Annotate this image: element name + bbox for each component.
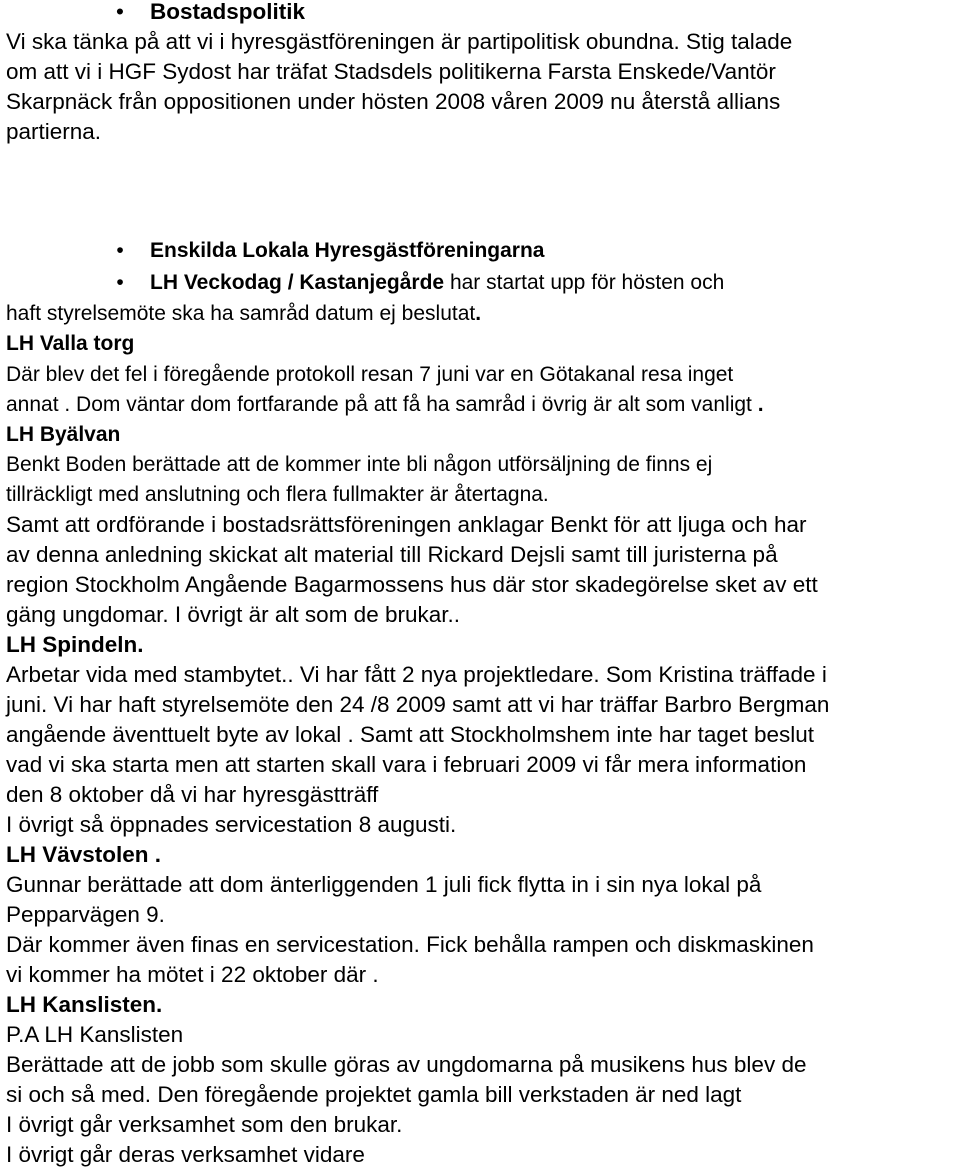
paragraph-line: den 8 oktober då vi har hyresgästträff (6, 782, 379, 807)
paragraph-line: Berättade att de jobb som skulle göras av ungdomarna på musikens hus blev de (6, 1052, 807, 1077)
bullet-icon: • (116, 0, 124, 24)
paragraph-line: P.A LH Kanslisten (6, 1022, 184, 1047)
lh-spindeln-heading: LH Spindeln. (6, 632, 144, 657)
paragraph-line: av denna anledning skickat alt material till Rickard Dejsli samt till juristerna på (6, 542, 778, 567)
paragraph-line: Vi ska tänka på att vi i hyresgästföreningen är partipolitisk obundna. Stig talade (6, 29, 793, 54)
paragraph-line: juni. Vi har haft styrelsemöte den 24 /8 2009 samt att vi har träffar Barbro Bergman (6, 692, 830, 717)
paragraph-line: I övrigt så öppnades servicestation 8 augusti. (6, 812, 457, 837)
paragraph-line: Pepparvägen 9. (6, 902, 165, 927)
paragraph-line: tillräckligt med anslutning och flera fullmakter är återtagna. (6, 483, 549, 506)
paragraph-line: angående äventtuelt byte av lokal . Samt att Stockholmshem inte har taget beslut (6, 722, 814, 747)
paragraph-line: si och så med. Den föregående projektet gamla bill verkstaden är ned lagt (6, 1082, 742, 1107)
section-heading: Enskilda Lokala Hyresgästföreningarna (150, 239, 545, 262)
paragraph-line: vi kommer ha mötet i 22 oktober där . (6, 962, 379, 987)
paragraph-line: gäng ungdomar. I övrigt är alt som de brukar.. (6, 602, 460, 627)
paragraph-line: annat . Dom väntar dom fortfarande på att få ha samråd i övrig är alt som vanligt . (6, 393, 764, 416)
lh-valla-heading: LH Valla torg (6, 332, 135, 355)
paragraph-line: Där blev det fel i föregående protokoll resan 7 juni var en Götakanal resa inget (6, 363, 734, 386)
paragraph-line: Där kommer även finas en servicestation. Fick behålla rampen och diskmaskinen (6, 932, 814, 957)
paragraph-line: Benkt Boden berättade att de kommer inte bli någon utförsäljning de finns ej (6, 453, 713, 476)
paragraph-line: partierna. (6, 119, 102, 144)
lh-byalvan-heading: LH Byälvan (6, 423, 121, 446)
paragraph-line: region Stockholm Angående Bagarmossens hus där stor skadegörelse sket av ett (6, 572, 818, 597)
bullet-icon: • (116, 271, 124, 294)
lh-kanslisten-heading: LH Kanslisten. (6, 992, 163, 1017)
lh-vavstolen-heading: LH Vävstolen . (6, 842, 162, 867)
paragraph-line: Samt att ordförande i bostadsrättsföreningen anklagar Benkt för att ljuga och har (6, 512, 807, 537)
section-heading: Bostadspolitik (150, 0, 306, 24)
paragraph-line: vad vi ska starta men att starten skall vara i februari 2009 vi får mera information (6, 752, 807, 777)
paragraph-line: I övrigt går deras verksamhet vidare (6, 1142, 365, 1167)
paragraph-line: Gunnar berättade att dom änterliggenden 1 juli fick flytta in i sin nya lokal på (6, 872, 762, 897)
lh-veckodag-text: har startat upp för hösten och (444, 271, 725, 294)
paragraph-line: Arbetar vida med stambytet.. Vi har fått 2 nya projektledare. Som Kristina träffade i (6, 662, 827, 687)
lh-veckodag-title: LH Veckodag / Kastanjegårde (150, 271, 445, 294)
paragraph-line: om att vi i HGF Sydost har träfat Stadsdels politikerna Farsta Enskede/Vantör (6, 59, 776, 84)
paragraph-line: Skarpnäck från oppositionen under hösten 2008 våren 2009 nu återstå allians (6, 89, 781, 114)
bullet-icon: • (116, 239, 124, 262)
paragraph-line: haft styrelsemöte ska ha samråd datum ej beslutat. (6, 302, 482, 325)
paragraph-line: I övrigt går verksamhet som den brukar. (6, 1112, 403, 1137)
